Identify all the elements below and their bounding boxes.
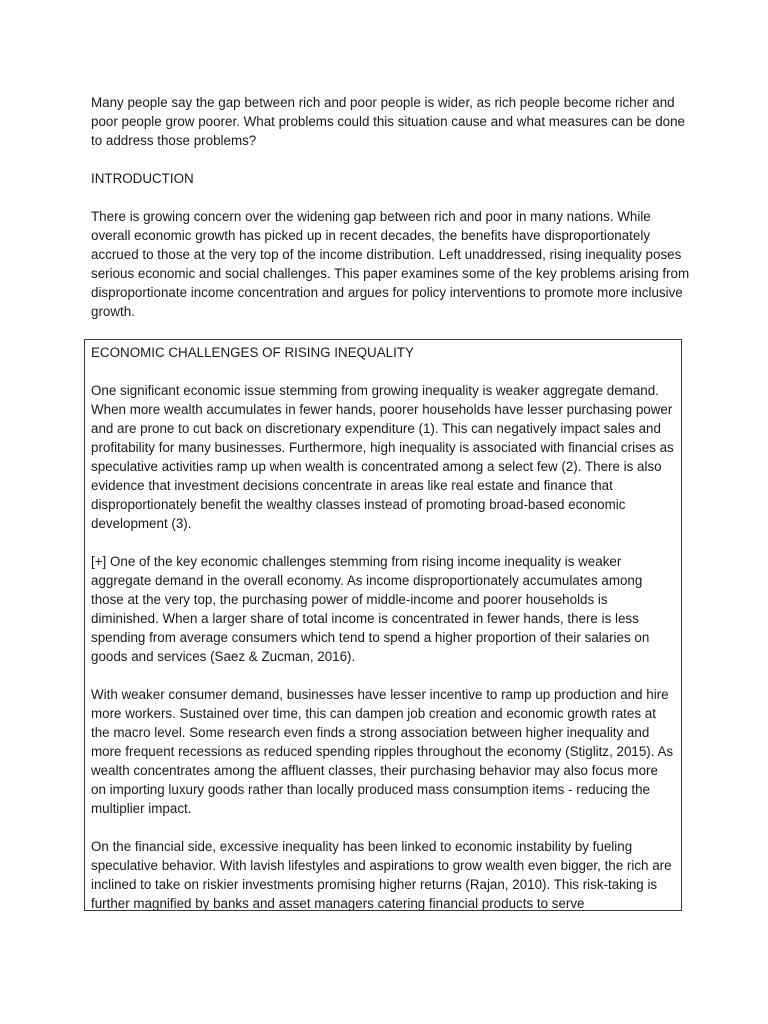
- introduction-heading: INTRODUCTION: [91, 171, 194, 186]
- section-paragraph: One significant economic issue stemming from growing inequality is weaker aggregate demand. When more wealth accumulates in fewer hands, poorer households have lesser purchasing power and are prone to cut back on discretionary expenditure (1). This can negatively impact sales and profitability for many businesses. Furthermore, high inequality is associated with financial crises as speculative activities ramp up when wealth is concentrated among a select few (2). There is also evidence that investment decisions concentrate in areas like real estate and finance that disproportionately benefit the wealthy classes instead of promoting broad-based economic development (3).: [91, 383, 674, 531]
- section-paragraph: [+] One of the key economic challenges stemming from rising income inequality is weaker aggregate demand in the overall economy. As income disproportionately accumulates among those at the very top, the purchasing power of middle-income and poorer households is diminished. When a larger share of total income is concentrated in fewer hands, there is less spending from average consumers which tend to spend a higher proportion of their salaries on goods and services (Saez & Zucman, 2016).: [91, 554, 650, 664]
- section-paragraph: With weaker consumer demand, businesses have lesser incentive to ramp up production and hire more workers. Sustained over time, this can dampen job creation and economic growth rates at the macro level. Some research even finds a strong association between higher inequality and more frequent recessions as reduced spending ripples throughout the economy (Stiglitz, 2015). As wealth concentrates among the affluent classes, their purchasing behavior may also focus more on importing luxury goods rather than locally produced mass consumption items - reducing the multiplier impact.: [91, 687, 674, 816]
- section-paragraph: On the financial side, excessive inequality has been linked to economic instability by fueling speculative behavior. With lavish lifestyles and aspirations to grow wealth even bigger, the rich are inclined to take on riskier investments promising higher returns (Rajan, 2010). This risk-taking is further magnified by banks and asset managers catering financial products to serve: [91, 839, 672, 911]
- introduction-paragraph: There is growing concern over the widening gap between rich and poor in many nations. While overall economic growth has picked up in recent decades, the benefits have disproportionately accrued to those at the very top of the income distribution. Left unaddressed, rising inequality poses serious economic and social challenges. This paper examines some of the key problems arising from disproportionate income concentration and argues for policy interventions to promote more inclusive growth.: [91, 209, 690, 319]
- intro-block: [91, 93, 691, 340]
- essay-question: Many people say the gap between rich and poor people is wider, as rich people become richer and poor people grow poorer. What problems could this situation cause and what measures can be done to address those problems?: [91, 95, 686, 148]
- section-heading: ECONOMIC CHALLENGES OF RISING INEQUALITY: [91, 345, 414, 360]
- boxed-section: [84, 339, 682, 911]
